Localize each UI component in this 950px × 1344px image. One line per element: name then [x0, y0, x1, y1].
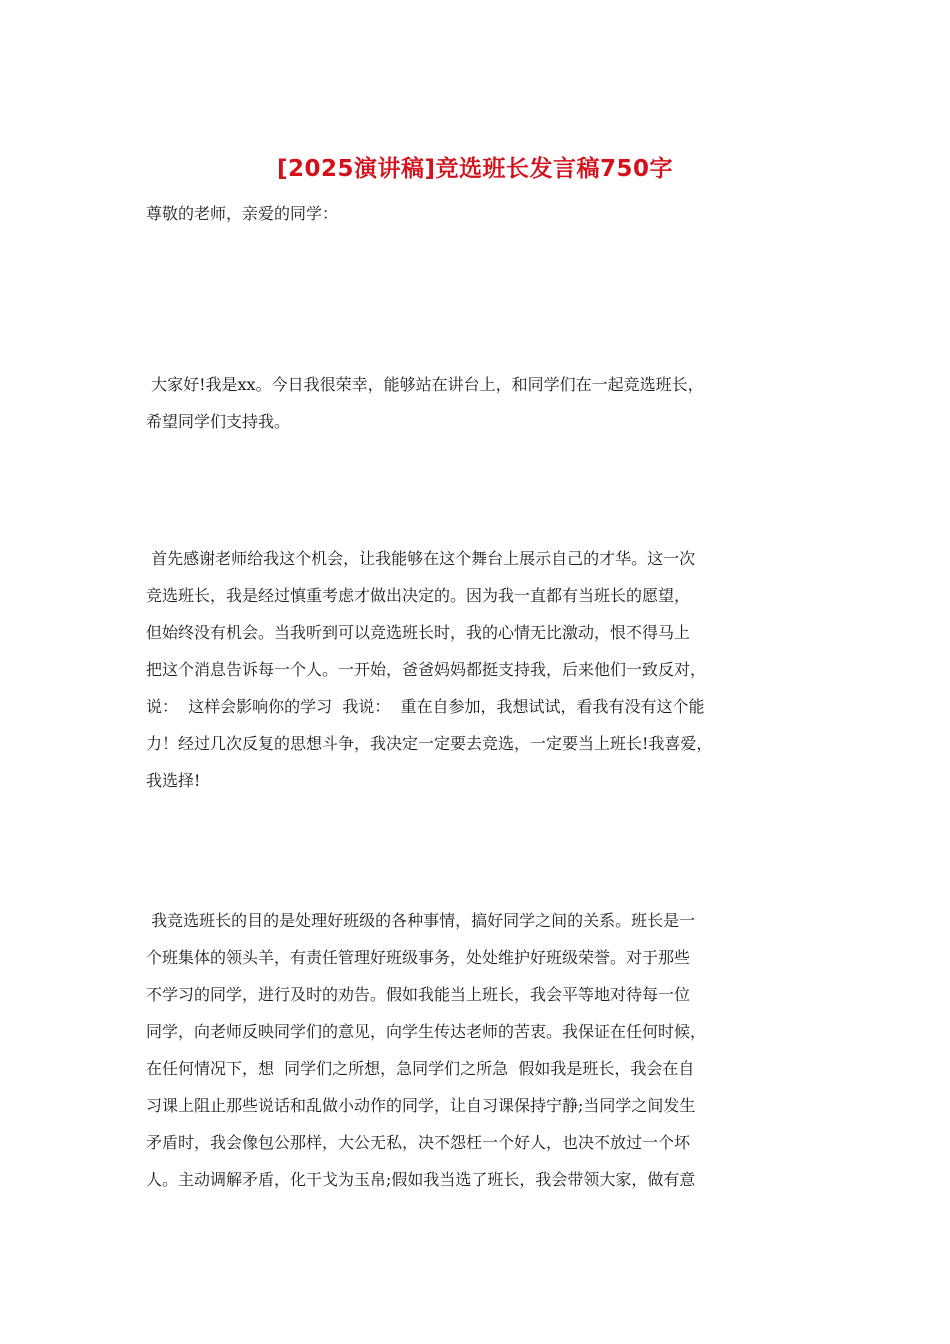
paragraph-line: 竞选班长，我是经过慎重考虑才做出决定的。因为我一直都有当班长的愿望，: [146, 586, 691, 605]
paragraph-line: 人。主动调解矛盾，化干戈为玉帛;假如我当选了班长，我会带领大家，做有意: [146, 1170, 696, 1189]
document-title: [2025演讲稿]竞选班长发言稿750字: [276, 156, 674, 182]
paragraph-line: 首先感谢老师给我这个机会，让我能够在这个舞台上展示自己的才华。这一次: [146, 549, 696, 568]
paragraph-line: 我竞选班长的目的是处理好班级的各种事情，搞好同学之间的关系。班长是一: [146, 911, 696, 930]
paragraph-line: 个班集体的领头羊，有责任管理好班级事务，处处维护好班级荣誉。对于那些: [146, 948, 691, 967]
paragraph-line: 同学，向老师反映同学们的意见，向学生传达老师的苦衷。我保证在任何时候，: [146, 1022, 707, 1041]
paragraph-line: 不学习的同学，进行及时的劝告。假如我能当上班长，我会平等地对待每一位: [146, 985, 691, 1004]
paragraph-line: 希望同学们支持我。: [146, 412, 291, 431]
paragraph-line: 我选择!: [146, 771, 201, 790]
paragraph-line: 把这个消息告诉每一个人。一开始，爸爸妈妈都挺支持我，后来他们一致反对，: [146, 660, 707, 679]
paragraph-line: 说： 这样会影响你的学习 我说： 重在自参加，我想试试，看我有没有这个能: [146, 697, 705, 716]
paragraph-motivation: [146, 547, 826, 806]
paragraph-line: 但始终没有机会。当我听到可以竞选班长时，我的心情无比激动，恨不得马上: [146, 623, 691, 642]
paragraph-line: 大家好!我是xx。今日我很荣幸，能够站在讲台上，和同学们在一起竞选班长，: [146, 375, 704, 394]
paragraph-line: 矛盾时，我会像包公那样，大公无私，决不怨枉一个好人，也决不放过一个坏: [146, 1133, 691, 1152]
salutation: 尊敬的老师，亲爱的同学：: [146, 204, 339, 223]
paragraph-line: 习课上阻止那些说话和乱做小动作的同学，让自习课保持宁静;当同学之间发生: [146, 1096, 696, 1115]
paragraph-goals: [146, 909, 826, 1205]
paragraph-intro: [146, 373, 826, 447]
paragraph-line: 力！经过几次反复的思想斗争，我决定一定要去竞选，一定要当上班长!我喜爱，: [146, 734, 713, 753]
paragraph-line: 在任何情况下，想 同学们之所想，急同学们之所急 假如我是班长，我会在自: [146, 1059, 695, 1078]
